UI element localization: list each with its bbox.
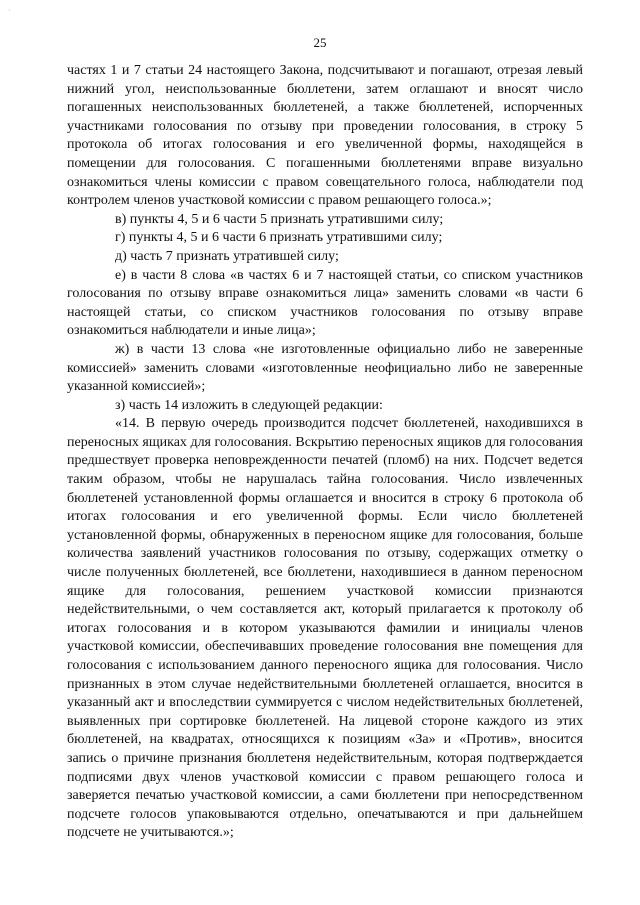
page-number: 25 xyxy=(313,35,327,50)
paragraph-continuation: частях 1 и 7 статьи 24 настоящего Закона, подсчитывают и погашают, отрезая левый нижний угол, неиспользованные бюллетени, затем оглашают и вносят число погашенных неиспользованных бюллетеней, а также бюллетеней, испорченных участниками голосования по отзыву при проведении голосования, в строку 5 протокола об итогах голосования и его увеличенной формы, находящейся в помещении для голосования. С погашенными бюллетенями вправе визуально ознакомиться члены комиссии с правом совещательного голоса, наблюдатели под контролем членов участковой комиссии с правом решающего голоса.»; xyxy=(67,63,583,209)
corner-mark: · xyxy=(8,6,11,15)
paragraph-item-e: е) в части 8 слова «в частях 6 и 7 настоящей статьи, со списком участников голосования по отзыву вправе ознакомиться лица» заменить словами «в части 6 настоящей статьи, со списком участников голосования по отзыву вправе ознакомиться наблюдатели и иные лица»; xyxy=(67,267,583,339)
paragraph-item-zh: ж) в части 13 слова «не изготовленные официально либо не заверенные комиссией» заменить словами «изготовленные неофициально либо не заверенные указанной комиссией»; xyxy=(67,341,583,395)
paragraph-item-d: д) часть 7 признать утратившей силу; xyxy=(115,248,339,264)
paragraph-item-v: в) пункты 4, 5 и 6 части 5 признать утратившими силу; xyxy=(115,211,444,227)
paragraph-item-z: з) часть 14 изложить в следующей редакции: xyxy=(115,397,383,413)
paragraph-part-14: «14. В первую очередь производится подсчет бюллетеней, находившихся в переносных ящиках для голосования. Вскрытию переносных ящиков для голосования предшествует проверка неповрежденности печатей (пломб) на них. Подсчет ведется таким образом, чтобы не нарушалась тайна голосования. Число извлеченных бюллетеней установленной формы оглашается и вносится в строку 6 протокола об итогах голосования и его увеличенной формы. Если число бюллетеней установленной формы, обнаруженных в переносном ящике для голосования, больше количества заявлений участников голосования по отзыву, содержащих отметку о числе полученных бюллетеней, все бюллетени, находившиеся в данном переносном ящике для голосования, решением участковой комиссии признаются недействительными, о чем составляется акт, который прилагается к протоколу об итогах голосования и в котором указываются фамилии и инициалы членов участковой комиссии, обеспечивавших проведение голосования вне помещения для голосования с использованием данного переносного ящика для голосования. Число признанных в этом случае недействительными бюллетеней оглашается, вносится в указанный акт и впоследствии суммируется с числом недействительных бюллетеней, выявленных при сортировке бюллетеней. На лицевой стороне каждого из этих бюллетеней, на квадратах, относящихся к позициям «За» и «Против», вносится запись о причине признания бюллетеня недействительным, которая подтверждается подписями двух членов участковой комиссии с правом решающего голоса и заверяется печатью участковой комиссии, а сами бюллетени при непосредственном подсчете голосов упаковываются отдельно, опечатываются и при дальнейшем подсчете не учитываются.»; xyxy=(67,416,583,841)
paragraph-item-g: г) пункты 4, 5 и 6 части 6 признать утратившими силу; xyxy=(115,230,443,246)
document-body xyxy=(67,62,583,843)
